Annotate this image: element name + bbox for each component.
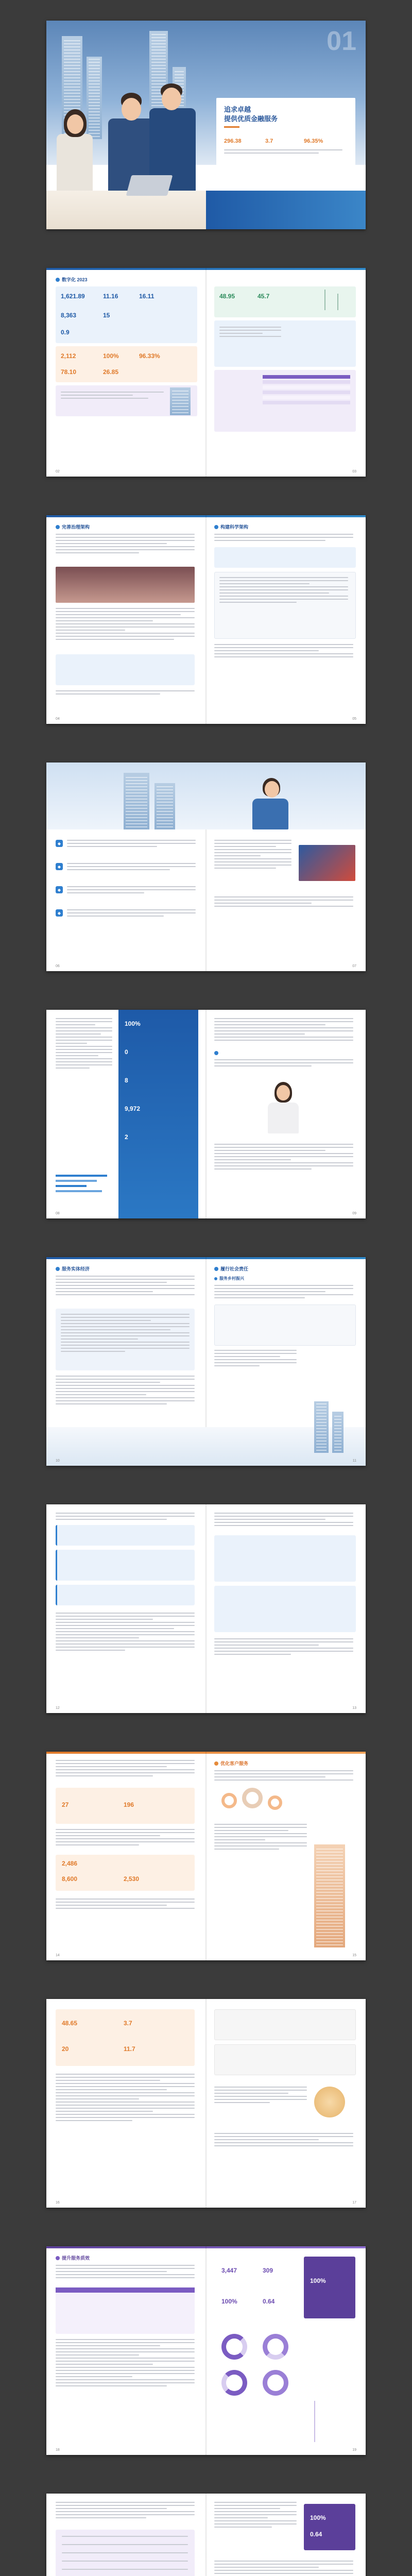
heading-dot-icon xyxy=(56,525,60,529)
spread-service-boxes: 12 13 xyxy=(46,1504,366,1713)
body-text xyxy=(56,2074,195,2123)
body-text xyxy=(219,577,348,605)
stat-value: 9,972 xyxy=(125,1105,141,1112)
body-text xyxy=(56,690,195,697)
heading-dot-icon xyxy=(214,1761,218,1766)
stat-value: 0 xyxy=(125,1048,128,1056)
stat-value: 27 xyxy=(62,1801,69,1808)
body-text xyxy=(214,534,353,543)
body-text xyxy=(56,1276,195,1297)
stat-value: 100% xyxy=(310,2514,326,2521)
stat-card-purple xyxy=(304,2257,355,2318)
stat-value: 78.10 xyxy=(61,368,77,376)
stat-value: 8 xyxy=(125,1077,128,1084)
card-text xyxy=(61,392,164,401)
laptop xyxy=(126,175,173,196)
illustration-building xyxy=(314,1401,329,1453)
body-text xyxy=(214,2133,353,2148)
spread-real-economy: 服务实体经济 履行社会责任 服务乡村振兴 10 11 xyxy=(46,1257,366,1466)
body-text xyxy=(56,2339,195,2388)
body-text xyxy=(67,886,196,895)
trophy-icon xyxy=(314,2087,345,2117)
body-text xyxy=(214,1144,353,1172)
body-text xyxy=(56,608,195,642)
illustration-building xyxy=(124,773,149,829)
spread-purple-donuts: 提升服务质效 3,447 309 100% 0.64 100% 18 19 xyxy=(46,2246,366,2455)
stat-value: 8,600 xyxy=(62,1875,78,1883)
body-text xyxy=(214,1824,307,1852)
body-text xyxy=(214,2502,297,2530)
stat-value: 100% xyxy=(103,352,119,360)
cover-stat: 3.7 xyxy=(265,138,273,144)
spread-orange-stats: 48.65 3.7 20 11.7 16 17 xyxy=(46,1999,366,2208)
cover-big-number: 01 xyxy=(327,26,356,56)
section-heading: 服务实体经济 xyxy=(56,1265,90,1272)
body-text xyxy=(214,1513,353,1528)
heading-dot-icon xyxy=(214,525,218,529)
section-heading: 优化客户服务 xyxy=(214,1760,248,1767)
spread-purple-lists xyxy=(46,2494,366,2576)
photo-banner xyxy=(299,845,355,881)
body-text xyxy=(214,840,291,871)
stat-value: 11.16 xyxy=(103,293,118,300)
section-heading: 构建科学架构 xyxy=(214,523,248,530)
stat-value: 100% xyxy=(221,2298,237,2305)
body-text xyxy=(67,863,196,872)
illustration-wind xyxy=(314,2401,315,2442)
cover-title-line1: 追求卓越 xyxy=(224,106,251,113)
stat-value: 48.65 xyxy=(62,2020,78,2027)
highlight-box xyxy=(214,2044,356,2075)
illustration-building xyxy=(332,1412,344,1453)
section-heading xyxy=(214,1051,218,1055)
stat-value: 2,530 xyxy=(124,1875,140,1883)
body-text xyxy=(56,2265,195,2280)
stat-value: 26.85 xyxy=(103,368,119,376)
spread-customer-service: 27 196 2,486 8,600 2,530 优化客户服务 14 15 xyxy=(46,1752,366,1960)
spread-blue-panel: 100% 0 8 9,972 2 08 09 xyxy=(46,1010,366,1218)
body-text xyxy=(56,1018,112,1071)
highlight-box xyxy=(214,2009,356,2040)
callout-box xyxy=(214,1586,356,1632)
callout-box xyxy=(56,1585,195,1605)
heading-dot-icon xyxy=(56,1267,60,1271)
cover-desk xyxy=(46,191,211,229)
stat-value: 16.11 xyxy=(139,293,154,300)
sub-heading: 服务乡村振兴 xyxy=(214,1276,244,1281)
body-text xyxy=(61,1314,190,1354)
stat-value: 1,621.89 xyxy=(61,293,85,300)
body-text xyxy=(56,1760,195,1778)
body-text xyxy=(56,1613,195,1653)
stat-value: 2 xyxy=(125,1133,128,1141)
stat-value: 8,363 xyxy=(61,312,77,319)
wind-turbine-icon xyxy=(324,290,325,310)
data-table xyxy=(56,2287,195,2334)
body-text xyxy=(214,1638,353,1657)
heading-dot-icon xyxy=(214,1267,218,1271)
body-text xyxy=(214,644,353,659)
stat-value: 2,112 xyxy=(61,352,76,360)
stat-card-orange xyxy=(56,2009,195,2066)
section-heading: 履行社会责任 xyxy=(214,1265,248,1272)
heading-dot-icon xyxy=(214,1051,218,1055)
body-text xyxy=(56,1899,195,1911)
body-text xyxy=(214,1350,297,1368)
body-text xyxy=(214,1059,353,1069)
body-text xyxy=(214,1285,353,1300)
callout-box xyxy=(214,1535,356,1582)
blue-stat-panel xyxy=(118,1010,198,1218)
stat-value: 0.64 xyxy=(263,2298,275,2305)
cover-stat: 296.38 xyxy=(224,138,242,144)
body-text xyxy=(56,1513,195,1522)
stat-value: 2,486 xyxy=(62,1860,78,1867)
stat-card-orange xyxy=(56,346,197,382)
stat-value: 3,447 xyxy=(221,2267,237,2274)
heading-dot-icon xyxy=(56,278,60,282)
cover-text xyxy=(224,149,342,156)
body-text xyxy=(56,1376,195,1406)
body-text xyxy=(67,909,196,919)
stat-value: 100% xyxy=(125,1020,141,1027)
cover-stat: 96.35% xyxy=(304,138,323,144)
section-heading: 提升服务质效 xyxy=(56,2255,90,2261)
photo-meeting xyxy=(56,567,195,603)
info-box xyxy=(214,547,356,568)
cover-accent-bar xyxy=(224,126,239,128)
heading-dot-icon xyxy=(56,2256,60,2260)
stat-card-purple xyxy=(304,2504,355,2550)
cover-title-line2: 提供优质金融服务 xyxy=(224,115,278,123)
service-icon: ◆ xyxy=(56,863,63,870)
spread-illustration: ◆ ◆ ◆ ◆ 06 07 xyxy=(46,762,366,971)
stat-value: 48.95 xyxy=(219,293,235,300)
section-heading: 数字化 2023 xyxy=(56,276,88,283)
body-text xyxy=(56,534,195,555)
wind-turbine-icon xyxy=(337,294,338,310)
stat-value: 11.7 xyxy=(124,2045,135,2053)
cover-building xyxy=(87,57,102,139)
heading-dot-icon xyxy=(214,1277,217,1280)
body-text xyxy=(56,2502,195,2520)
callout-box xyxy=(56,1550,195,1581)
callout-box xyxy=(56,1525,195,1546)
stat-card-green xyxy=(214,286,356,317)
body-text xyxy=(214,896,353,909)
body-text xyxy=(214,1770,353,1783)
info-box xyxy=(214,1304,356,1346)
section-heading: 完善治理架构 xyxy=(56,523,90,530)
stat-value: 15 xyxy=(103,312,110,319)
stat-value: 20 xyxy=(62,2045,69,2053)
body-text xyxy=(214,1018,353,1043)
cover-bottom-band xyxy=(206,191,366,229)
body-text xyxy=(214,2561,353,2576)
body-text xyxy=(67,840,196,849)
stat-value: 309 xyxy=(263,2267,273,2274)
header-illustration xyxy=(46,762,366,829)
stat-value: 196 xyxy=(124,1801,134,1808)
card-text xyxy=(219,327,281,339)
illustration-building xyxy=(314,1844,345,1947)
table-header xyxy=(56,2287,195,2293)
stat-value: 45.7 xyxy=(258,293,270,300)
spread-cover xyxy=(46,21,366,229)
stat-value: 96.33% xyxy=(139,352,160,360)
spread-governance: 完善治理架构 构建科学架构 04 05 xyxy=(46,515,366,724)
service-icon: ◆ xyxy=(56,909,63,917)
body-text xyxy=(214,2087,307,2105)
body-text xyxy=(56,1829,195,1848)
stat-value: 0.64 xyxy=(310,2531,322,2538)
service-icon: ◆ xyxy=(56,840,63,847)
info-box xyxy=(56,654,195,685)
illustration-building xyxy=(154,783,175,829)
spread-data-overview: 数字化 2023 1,621.89 11.16 16.11 8,363 15 0.9 2,112 100% 96.33% 78.10 26.85 48.95 45.7 02 03 xyxy=(46,268,366,477)
stat-value: 100% xyxy=(310,2277,326,2284)
service-icon: ◆ xyxy=(56,886,63,893)
stat-value: 0.9 xyxy=(61,329,70,336)
stat-value: 3.7 xyxy=(124,2020,132,2027)
illustration-building xyxy=(170,387,191,415)
